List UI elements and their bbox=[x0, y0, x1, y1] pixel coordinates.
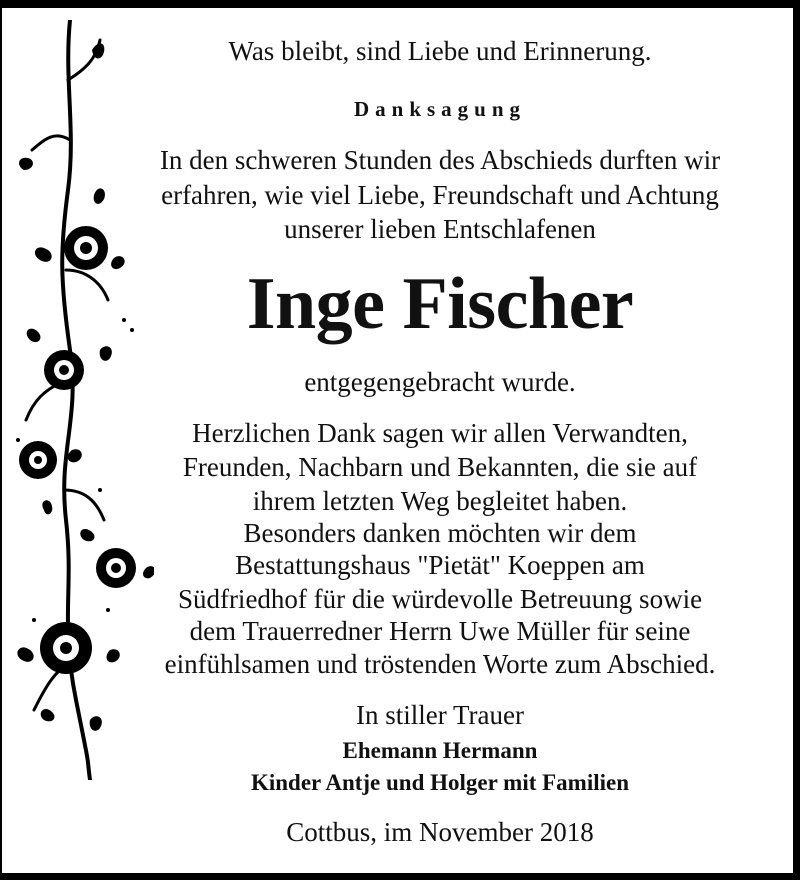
motto: Was bleibt, sind Liebe und Erinnerung. bbox=[228, 36, 652, 66]
rose-2 bbox=[44, 350, 84, 390]
thanks-line: Herzlichen Dank sagen wir allen Verwandten, bbox=[192, 418, 688, 448]
mourner: Ehemann Hermann bbox=[342, 738, 538, 763]
intro-line: erfahren, wie viel Liebe, Freundschaft und Achtung bbox=[161, 180, 719, 210]
intro-line: In den schweren Stunden des Abschieds durften wir bbox=[159, 145, 721, 175]
thanks-line: Südfriedhof für die würdevolle Betreuung sowie bbox=[177, 584, 703, 614]
mourning-line: In stiller Trauer bbox=[356, 700, 524, 730]
intro-line: unserer lieben Entschlafenen bbox=[284, 214, 596, 244]
rose-1 bbox=[64, 226, 108, 270]
mourner: Kinder Antje und Holger mit Familien bbox=[250, 770, 630, 795]
thanks-line: Freunden, Nachbarn und Bekannten, die sie auf bbox=[182, 452, 698, 482]
intro-end: entgegengebracht wurde. bbox=[304, 367, 576, 397]
thanks-line: Besonders danken möchten wir dem bbox=[243, 518, 637, 548]
rose-3 bbox=[19, 441, 57, 479]
thanks-line: ihrem letzten Weg begleitet haben. bbox=[252, 486, 628, 516]
rose-5 bbox=[40, 622, 92, 674]
place-date: Cottbus, im November 2018 bbox=[286, 817, 594, 847]
notice-text bbox=[120, 0, 760, 880]
thanks-line: dem Trauerredner Herrn Uwe Müller für seine bbox=[189, 616, 691, 646]
deceased-name: Inge Fischer bbox=[246, 263, 634, 345]
thanks-line: Bestattungshaus "Pietät" Koeppen am bbox=[235, 550, 645, 580]
heading: Danksagung bbox=[353, 97, 527, 121]
thanks-line: einfühlsamen und tröstenden Worte zum Abschied. bbox=[164, 649, 716, 679]
